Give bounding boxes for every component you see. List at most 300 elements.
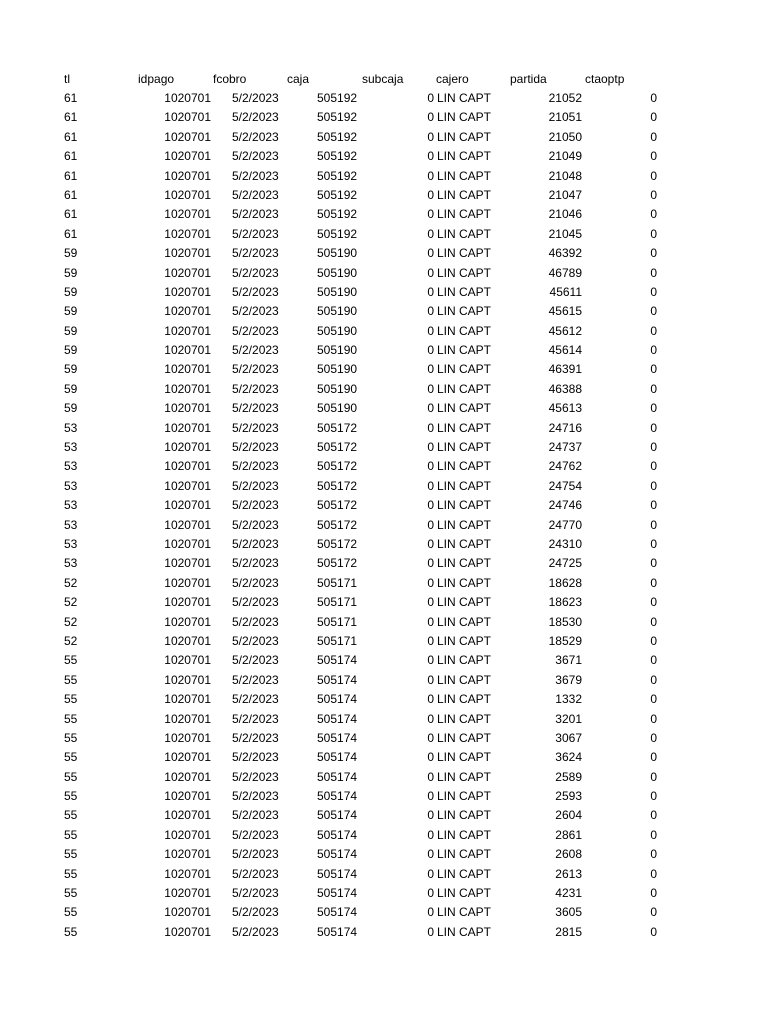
cell-fcobro: 5/2/2023 — [232, 498, 279, 513]
cell-cajero: LIN CAPT — [437, 692, 492, 707]
cell-fcobro: 5/2/2023 — [232, 226, 279, 241]
cell-fcobro: 5/2/2023 — [232, 517, 279, 532]
cell-cajero: LIN CAPT — [437, 575, 492, 590]
cell-cajero: LIN CAPT — [437, 362, 492, 377]
table-row — [0, 574, 768, 593]
table-row — [0, 593, 768, 612]
cell-caja: 505192 — [317, 226, 358, 241]
cell-ctaoptp: 0 — [650, 517, 657, 532]
cell-tl: 55 — [64, 750, 78, 765]
table-row — [0, 225, 768, 244]
cell-partida: 18530 — [548, 614, 582, 629]
cell-caja: 505174 — [317, 827, 358, 842]
cell-caja: 505172 — [317, 556, 358, 571]
cell-idpago: 1020701 — [164, 381, 211, 396]
cell-idpago: 1020701 — [164, 808, 211, 823]
cell-caja: 505172 — [317, 517, 358, 532]
cell-ctaoptp: 0 — [650, 886, 657, 901]
cell-ctaoptp: 0 — [650, 924, 657, 939]
cell-subcaja: 0 — [427, 246, 434, 261]
table-row — [0, 845, 768, 864]
cell-partida: 46391 — [548, 362, 582, 377]
cell-idpago: 1020701 — [164, 343, 211, 358]
cell-tl: 52 — [64, 633, 78, 648]
cell-cajero: LIN CAPT — [437, 556, 492, 571]
data-sheet — [0, 70, 768, 942]
cell-caja: 505190 — [317, 362, 358, 377]
cell-subcaja: 0 — [427, 110, 434, 125]
cell-partida: 24716 — [548, 420, 582, 435]
cell-caja: 505174 — [317, 653, 358, 668]
cell-idpago: 1020701 — [164, 246, 211, 261]
table-row — [0, 108, 768, 127]
cell-fcobro: 5/2/2023 — [232, 401, 279, 416]
cell-caja: 505172 — [317, 478, 358, 493]
cell-ctaoptp: 0 — [650, 440, 657, 455]
cell-fcobro: 5/2/2023 — [232, 595, 279, 610]
cell-fcobro: 5/2/2023 — [232, 168, 279, 183]
cell-fcobro: 5/2/2023 — [232, 284, 279, 299]
cell-partida: 21048 — [548, 168, 582, 183]
cell-subcaja: 0 — [427, 595, 434, 610]
cell-fcobro: 5/2/2023 — [232, 789, 279, 804]
cell-partida: 21047 — [548, 187, 582, 202]
cell-idpago: 1020701 — [164, 672, 211, 687]
cell-tl: 55 — [64, 808, 78, 823]
cell-idpago: 1020701 — [164, 924, 211, 939]
cell-cajero: LIN CAPT — [437, 614, 492, 629]
cell-fcobro: 5/2/2023 — [232, 304, 279, 319]
cell-tl: 55 — [64, 653, 78, 668]
cell-ctaoptp: 0 — [650, 905, 657, 920]
cell-fcobro: 5/2/2023 — [232, 187, 279, 202]
cell-partida: 21050 — [548, 129, 582, 144]
cell-tl: 61 — [64, 91, 78, 105]
cell-fcobro: 5/2/2023 — [232, 905, 279, 920]
cell-cajero: LIN CAPT — [437, 789, 492, 804]
table-row — [0, 613, 768, 632]
cell-ctaoptp: 0 — [650, 575, 657, 590]
cell-ctaoptp: 0 — [650, 750, 657, 765]
cell-cajero: LIN CAPT — [437, 847, 492, 862]
cell-fcobro: 5/2/2023 — [232, 149, 279, 164]
cell-idpago: 1020701 — [164, 905, 211, 920]
cell-cajero: LIN CAPT — [437, 265, 492, 280]
cell-ctaoptp: 0 — [650, 536, 657, 551]
cell-idpago: 1020701 — [164, 711, 211, 726]
cell-caja: 505192 — [317, 187, 358, 202]
cell-tl: 61 — [64, 110, 78, 125]
cell-ctaoptp: 0 — [650, 827, 657, 842]
cell-ctaoptp: 0 — [650, 478, 657, 493]
cell-idpago: 1020701 — [164, 866, 211, 881]
cell-cajero: LIN CAPT — [437, 517, 492, 532]
cell-cajero: LIN CAPT — [437, 149, 492, 164]
cell-partida: 3605 — [555, 905, 582, 920]
cell-idpago: 1020701 — [164, 478, 211, 493]
cell-caja: 505174 — [317, 769, 358, 784]
cell-tl: 59 — [64, 362, 78, 377]
table-row — [0, 710, 768, 729]
cell-tl: 53 — [64, 459, 78, 474]
cell-idpago: 1020701 — [164, 207, 211, 222]
cell-cajero: LIN CAPT — [437, 226, 492, 241]
cell-fcobro: 5/2/2023 — [232, 91, 279, 105]
cell-tl: 55 — [64, 672, 78, 687]
cell-idpago: 1020701 — [164, 420, 211, 435]
cell-tl: 55 — [64, 789, 78, 804]
cell-tl: 59 — [64, 401, 78, 416]
cell-idpago: 1020701 — [164, 110, 211, 125]
cell-tl: 53 — [64, 420, 78, 435]
cell-tl: 53 — [64, 478, 78, 493]
cell-caja: 505174 — [317, 886, 358, 901]
table-row — [0, 302, 768, 321]
table-row — [0, 671, 768, 690]
cell-caja: 505192 — [317, 110, 358, 125]
cell-ctaoptp: 0 — [650, 246, 657, 261]
cell-partida: 21045 — [548, 226, 582, 241]
cell-subcaja: 0 — [427, 207, 434, 222]
cell-cajero: LIN CAPT — [437, 304, 492, 319]
cell-caja: 505190 — [317, 265, 358, 280]
table-row — [0, 399, 768, 418]
cell-subcaja: 0 — [427, 536, 434, 551]
cell-caja: 505174 — [317, 905, 358, 920]
cell-idpago: 1020701 — [164, 401, 211, 416]
cell-idpago: 1020701 — [164, 653, 211, 668]
header-fcobro: fcobro — [213, 72, 247, 86]
cell-tl: 61 — [64, 129, 78, 144]
cell-subcaja: 0 — [427, 827, 434, 842]
cell-ctaoptp: 0 — [650, 323, 657, 338]
table-row — [0, 516, 768, 535]
cell-tl: 55 — [64, 924, 78, 939]
cell-fcobro: 5/2/2023 — [232, 440, 279, 455]
cell-ctaoptp: 0 — [650, 91, 657, 105]
cell-ctaoptp: 0 — [650, 692, 657, 707]
cell-cajero: LIN CAPT — [437, 284, 492, 299]
cell-ctaoptp: 0 — [650, 362, 657, 377]
cell-caja: 505192 — [317, 149, 358, 164]
cell-cajero: LIN CAPT — [437, 420, 492, 435]
cell-tl: 61 — [64, 187, 78, 202]
cell-subcaja: 0 — [427, 750, 434, 765]
cell-caja: 505190 — [317, 304, 358, 319]
cell-tl: 55 — [64, 827, 78, 842]
cell-partida: 24770 — [548, 517, 582, 532]
cell-ctaoptp: 0 — [650, 459, 657, 474]
table-row — [0, 632, 768, 651]
cell-caja: 505174 — [317, 711, 358, 726]
cell-ctaoptp: 0 — [650, 556, 657, 571]
table-row — [0, 438, 768, 457]
cell-subcaja: 0 — [427, 575, 434, 590]
cell-partida: 21051 — [548, 110, 582, 125]
cell-fcobro: 5/2/2023 — [232, 362, 279, 377]
header-tl: tl — [64, 72, 70, 86]
cell-partida: 2589 — [555, 769, 582, 784]
cell-partida: 2613 — [555, 866, 582, 881]
cell-partida: 24725 — [548, 556, 582, 571]
cell-fcobro: 5/2/2023 — [232, 924, 279, 939]
header-subcaja: subcaja — [362, 72, 404, 86]
cell-partida: 46789 — [548, 265, 582, 280]
table-row — [0, 729, 768, 748]
cell-caja: 505174 — [317, 692, 358, 707]
cell-partida: 3067 — [555, 730, 582, 745]
cell-subcaja: 0 — [427, 440, 434, 455]
cell-tl: 53 — [64, 440, 78, 455]
cell-cajero: LIN CAPT — [437, 866, 492, 881]
cell-subcaja: 0 — [427, 381, 434, 396]
cell-partida: 1332 — [555, 692, 582, 707]
cell-caja: 505192 — [317, 207, 358, 222]
cell-idpago: 1020701 — [164, 789, 211, 804]
cell-subcaja: 0 — [427, 168, 434, 183]
cell-fcobro: 5/2/2023 — [232, 847, 279, 862]
cell-subcaja: 0 — [427, 653, 434, 668]
cell-idpago: 1020701 — [164, 556, 211, 571]
cell-fcobro: 5/2/2023 — [232, 672, 279, 687]
cell-cajero: LIN CAPT — [437, 343, 492, 358]
cell-subcaja: 0 — [427, 149, 434, 164]
cell-subcaja: 0 — [427, 304, 434, 319]
cell-fcobro: 5/2/2023 — [232, 536, 279, 551]
cell-subcaja: 0 — [427, 866, 434, 881]
cell-cajero: LIN CAPT — [437, 672, 492, 687]
cell-idpago: 1020701 — [164, 265, 211, 280]
table-row — [0, 787, 768, 806]
cell-caja: 505190 — [317, 246, 358, 261]
cell-subcaja: 0 — [427, 323, 434, 338]
table-row — [0, 89, 768, 108]
cell-cajero: LIN CAPT — [437, 401, 492, 416]
cell-idpago: 1020701 — [164, 129, 211, 144]
table-row — [0, 554, 768, 573]
cell-tl: 53 — [64, 498, 78, 513]
cell-caja: 505174 — [317, 924, 358, 939]
cell-idpago: 1020701 — [164, 362, 211, 377]
cell-subcaja: 0 — [427, 614, 434, 629]
cell-idpago: 1020701 — [164, 633, 211, 648]
cell-ctaoptp: 0 — [650, 595, 657, 610]
cell-ctaoptp: 0 — [650, 808, 657, 823]
cell-cajero: LIN CAPT — [437, 459, 492, 474]
table-row — [0, 806, 768, 825]
cell-fcobro: 5/2/2023 — [232, 323, 279, 338]
cell-cajero: LIN CAPT — [437, 808, 492, 823]
cell-subcaja: 0 — [427, 401, 434, 416]
cell-partida: 46388 — [548, 381, 582, 396]
table-row — [0, 865, 768, 884]
cell-partida: 21052 — [548, 91, 582, 105]
table-row — [0, 128, 768, 147]
cell-subcaja: 0 — [427, 905, 434, 920]
cell-ctaoptp: 0 — [650, 711, 657, 726]
cell-idpago: 1020701 — [164, 323, 211, 338]
cell-caja: 505174 — [317, 866, 358, 881]
cell-partida: 3671 — [555, 653, 582, 668]
cell-tl: 55 — [64, 905, 78, 920]
cell-fcobro: 5/2/2023 — [232, 246, 279, 261]
cell-subcaja: 0 — [427, 692, 434, 707]
cell-fcobro: 5/2/2023 — [232, 633, 279, 648]
table-row — [0, 322, 768, 341]
cell-ctaoptp: 0 — [650, 498, 657, 513]
cell-tl: 53 — [64, 556, 78, 571]
cell-fcobro: 5/2/2023 — [232, 711, 279, 726]
cell-partida: 24737 — [548, 440, 582, 455]
cell-caja: 505190 — [317, 381, 358, 396]
table-row — [0, 496, 768, 515]
table-row — [0, 826, 768, 845]
cell-ctaoptp: 0 — [650, 265, 657, 280]
header-idpago: idpago — [138, 72, 175, 86]
cell-subcaja: 0 — [427, 265, 434, 280]
cell-caja: 505174 — [317, 847, 358, 862]
table-row — [0, 244, 768, 263]
cell-subcaja: 0 — [427, 847, 434, 862]
table-row — [0, 748, 768, 767]
table-row — [0, 457, 768, 476]
cell-partida: 21049 — [548, 149, 582, 164]
cell-cajero: LIN CAPT — [437, 653, 492, 668]
cell-caja: 505171 — [317, 595, 358, 610]
table-row — [0, 283, 768, 302]
cell-ctaoptp: 0 — [650, 614, 657, 629]
cell-subcaja: 0 — [427, 769, 434, 784]
cell-tl: 53 — [64, 536, 78, 551]
cell-fcobro: 5/2/2023 — [232, 827, 279, 842]
cell-idpago: 1020701 — [164, 769, 211, 784]
cell-fcobro: 5/2/2023 — [232, 730, 279, 745]
cell-caja: 505172 — [317, 536, 358, 551]
cell-tl: 55 — [64, 866, 78, 881]
cell-fcobro: 5/2/2023 — [232, 381, 279, 396]
cell-caja: 505190 — [317, 343, 358, 358]
cell-fcobro: 5/2/2023 — [232, 692, 279, 707]
cell-caja: 505174 — [317, 789, 358, 804]
cell-caja: 505190 — [317, 401, 358, 416]
table-row — [0, 186, 768, 205]
cell-partida: 24754 — [548, 478, 582, 493]
table-row — [0, 768, 768, 787]
cell-caja: 505171 — [317, 633, 358, 648]
cell-subcaja: 0 — [427, 459, 434, 474]
cell-partida: 45615 — [548, 304, 582, 319]
table-row — [0, 341, 768, 360]
cell-fcobro: 5/2/2023 — [232, 207, 279, 222]
cell-partida: 18529 — [548, 633, 582, 648]
cell-tl: 55 — [64, 886, 78, 901]
cell-idpago: 1020701 — [164, 847, 211, 862]
cell-cajero: LIN CAPT — [437, 323, 492, 338]
cell-cajero: LIN CAPT — [437, 110, 492, 125]
table-row — [0, 903, 768, 922]
cell-fcobro: 5/2/2023 — [232, 343, 279, 358]
cell-caja: 505174 — [317, 730, 358, 745]
table-row — [0, 167, 768, 186]
cell-ctaoptp: 0 — [650, 110, 657, 125]
cell-partida: 45613 — [548, 401, 582, 416]
cell-fcobro: 5/2/2023 — [232, 614, 279, 629]
cell-partida: 21046 — [548, 207, 582, 222]
cell-idpago: 1020701 — [164, 459, 211, 474]
cell-subcaja: 0 — [427, 808, 434, 823]
cell-idpago: 1020701 — [164, 730, 211, 745]
cell-ctaoptp: 0 — [650, 284, 657, 299]
cell-cajero: LIN CAPT — [437, 886, 492, 901]
table-row — [0, 205, 768, 224]
table-row — [0, 923, 768, 942]
cell-fcobro: 5/2/2023 — [232, 110, 279, 125]
cell-idpago: 1020701 — [164, 149, 211, 164]
table-row — [0, 264, 768, 283]
cell-ctaoptp: 0 — [650, 381, 657, 396]
cell-idpago: 1020701 — [164, 440, 211, 455]
cell-tl: 59 — [64, 323, 78, 338]
cell-cajero: LIN CAPT — [437, 498, 492, 513]
cell-partida: 24762 — [548, 459, 582, 474]
cell-tl: 52 — [64, 575, 78, 590]
cell-subcaja: 0 — [427, 91, 434, 105]
cell-fcobro: 5/2/2023 — [232, 750, 279, 765]
cell-subcaja: 0 — [427, 730, 434, 745]
cell-tl: 59 — [64, 246, 78, 261]
cell-caja: 505171 — [317, 614, 358, 629]
cell-idpago: 1020701 — [164, 187, 211, 202]
cell-ctaoptp: 0 — [650, 187, 657, 202]
header-row — [0, 70, 768, 89]
cell-tl: 61 — [64, 149, 78, 164]
cell-cajero: LIN CAPT — [437, 91, 492, 105]
cell-idpago: 1020701 — [164, 304, 211, 319]
cell-ctaoptp: 0 — [650, 401, 657, 416]
cell-idpago: 1020701 — [164, 750, 211, 765]
cell-cajero: LIN CAPT — [437, 381, 492, 396]
cell-idpago: 1020701 — [164, 886, 211, 901]
cell-cajero: LIN CAPT — [437, 750, 492, 765]
header-partida: partida — [510, 72, 547, 86]
cell-fcobro: 5/2/2023 — [232, 265, 279, 280]
cell-subcaja: 0 — [427, 498, 434, 513]
cell-ctaoptp: 0 — [650, 226, 657, 241]
cell-partida: 46392 — [548, 246, 582, 261]
cell-fcobro: 5/2/2023 — [232, 459, 279, 474]
cell-idpago: 1020701 — [164, 595, 211, 610]
cell-tl: 55 — [64, 730, 78, 745]
cell-idpago: 1020701 — [164, 827, 211, 842]
cell-ctaoptp: 0 — [650, 420, 657, 435]
cell-partida: 4231 — [555, 886, 582, 901]
table-row — [0, 690, 768, 709]
table-row — [0, 419, 768, 438]
cell-tl: 59 — [64, 304, 78, 319]
cell-fcobro: 5/2/2023 — [232, 575, 279, 590]
cell-subcaja: 0 — [427, 517, 434, 532]
cell-caja: 505172 — [317, 498, 358, 513]
table-row — [0, 360, 768, 379]
cell-idpago: 1020701 — [164, 536, 211, 551]
cell-fcobro: 5/2/2023 — [232, 653, 279, 668]
table-row — [0, 477, 768, 496]
table-row — [0, 651, 768, 670]
cell-cajero: LIN CAPT — [437, 440, 492, 455]
cell-cajero: LIN CAPT — [437, 129, 492, 144]
cell-ctaoptp: 0 — [650, 847, 657, 862]
cell-caja: 505190 — [317, 284, 358, 299]
